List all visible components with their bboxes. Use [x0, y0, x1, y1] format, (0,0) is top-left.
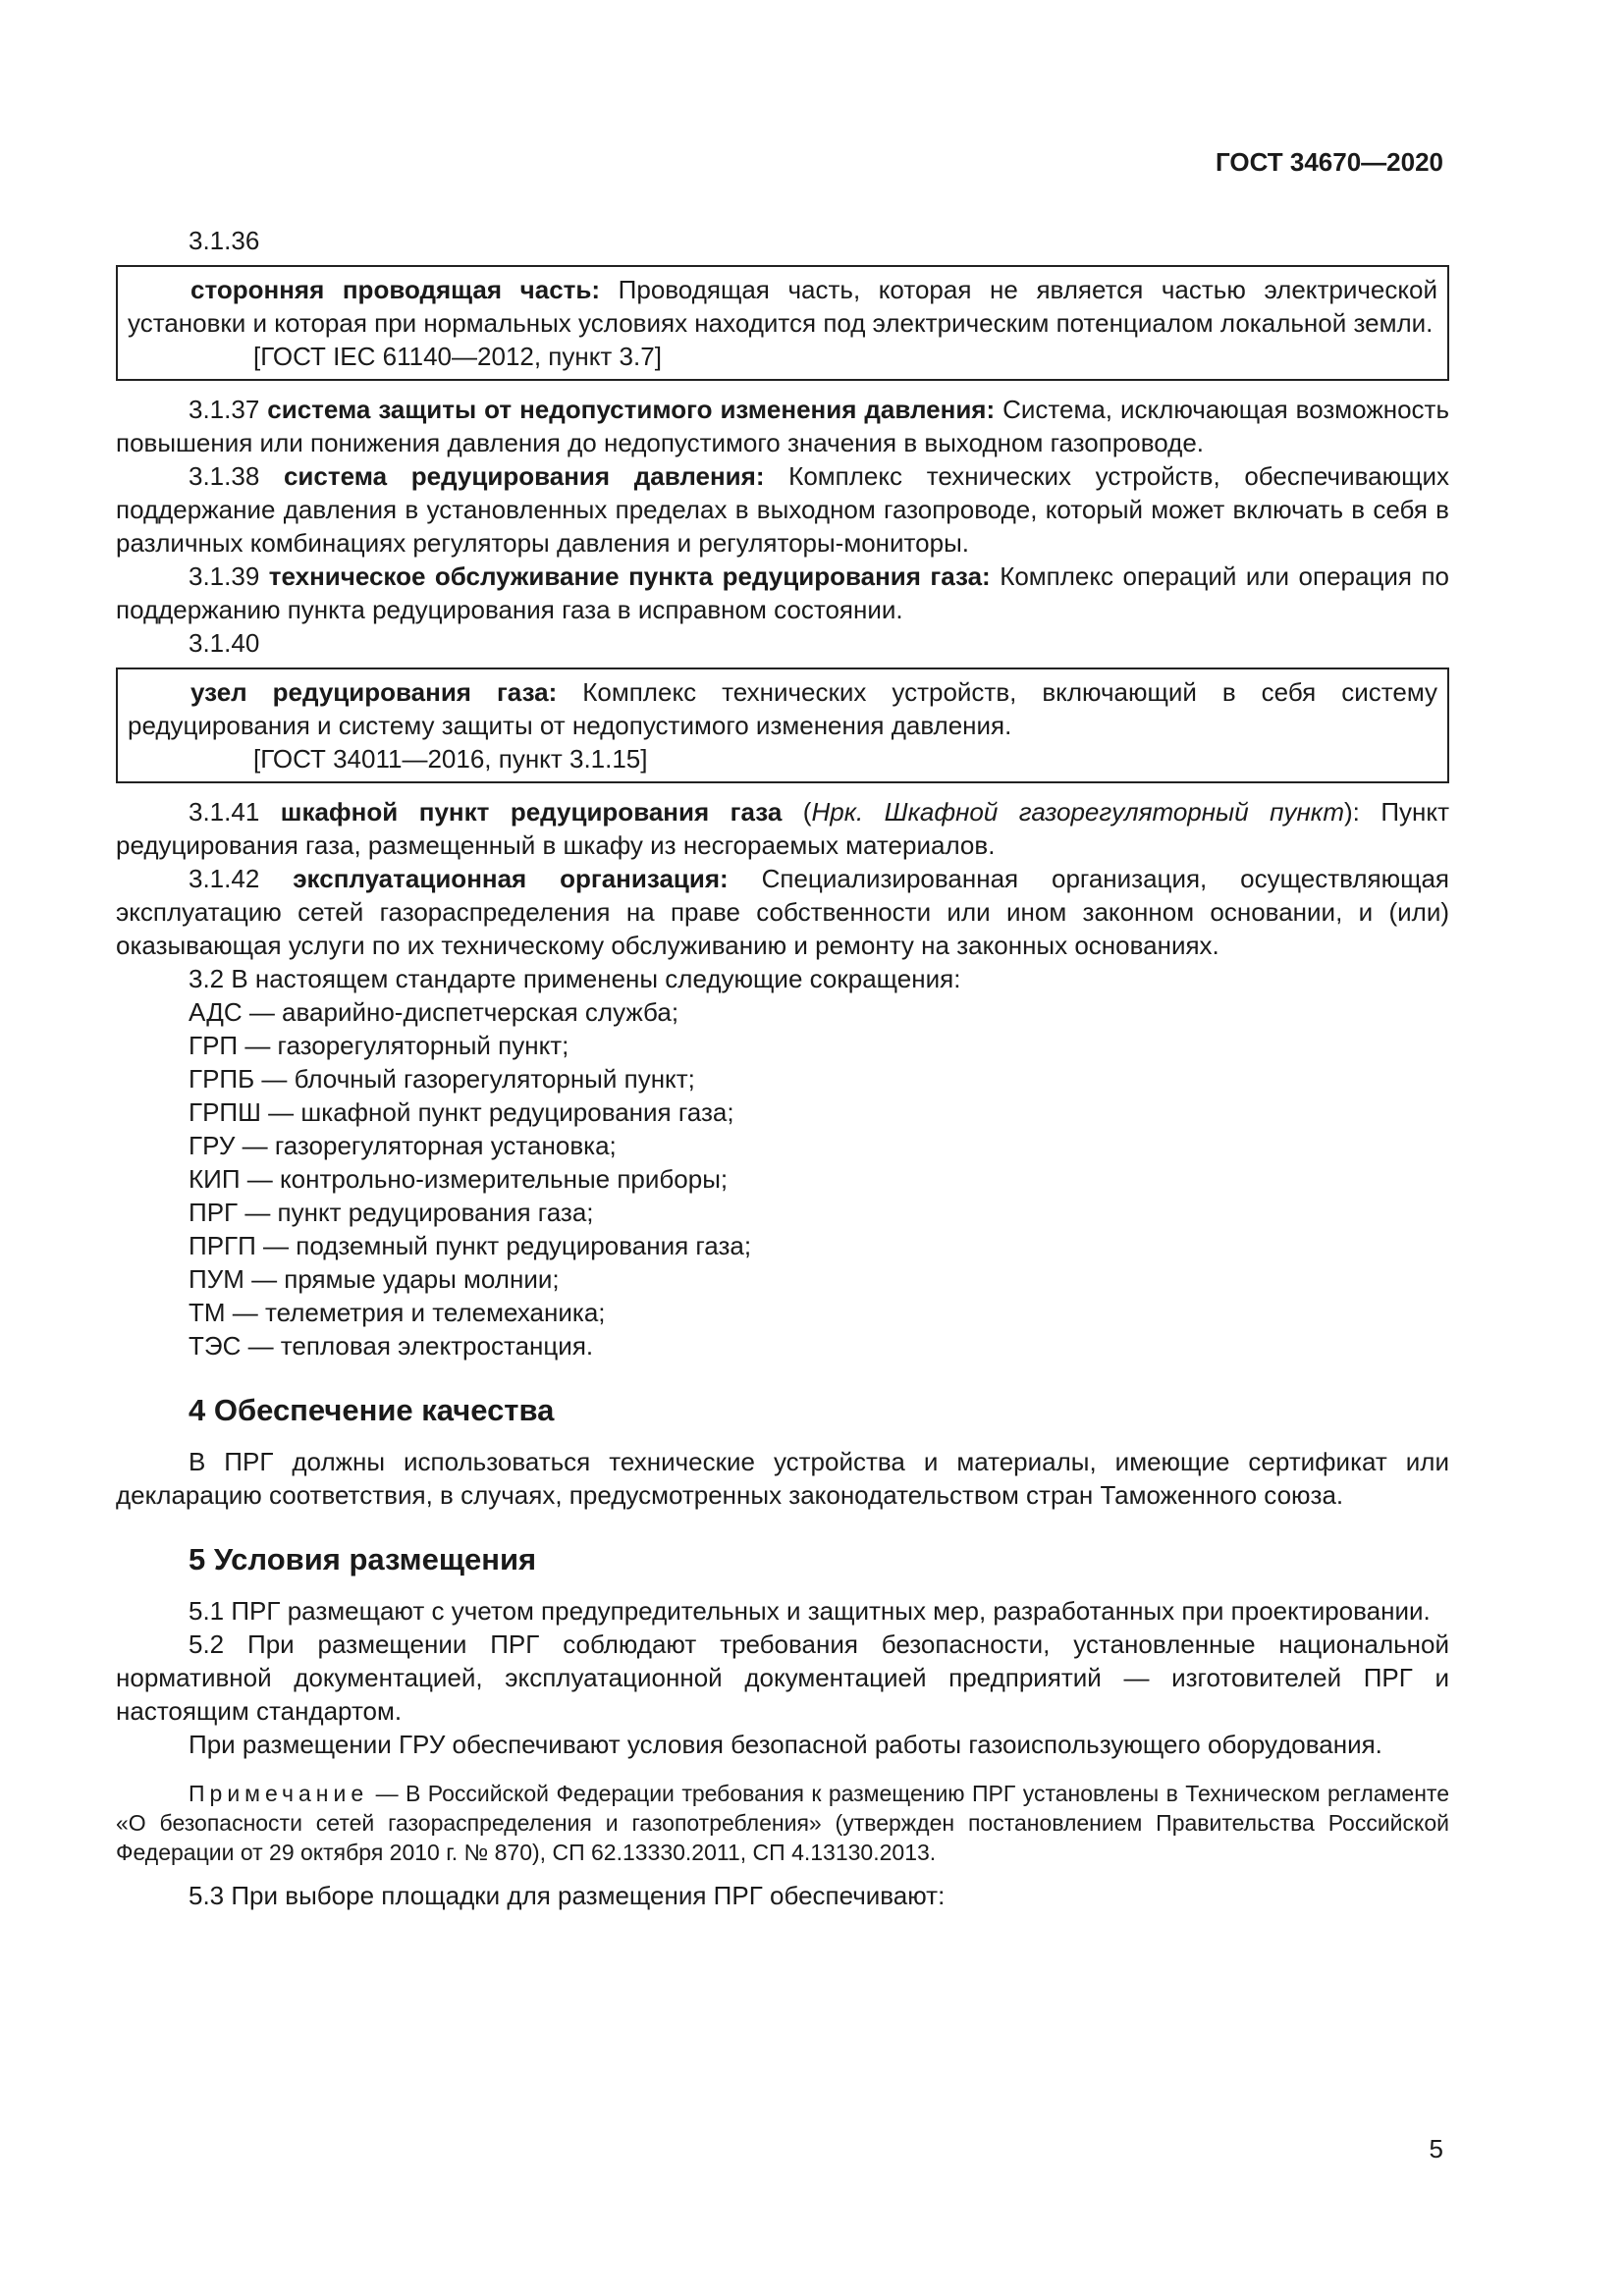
term-title: сторонняя проводящая часть:: [190, 275, 601, 304]
paragraph-5-2-gru: При размещении ГРУ обеспечивают условия безопасной работы газоиспользующего оборудования.: [189, 1730, 1382, 1759]
term-title: система защиты от недопустимого изменения давления:: [267, 395, 996, 424]
abbreviation-item: ПРГП — подземный пункт редуцирования газа;: [189, 1231, 752, 1260]
term-title: система редуцирования давления:: [283, 461, 765, 491]
term-number-3-1-36: 3.1.36: [189, 226, 260, 255]
quoted-definition-box-3-1-40: [116, 667, 1449, 783]
abbreviation-item: ГРП — газорегуляторный пункт;: [189, 1031, 569, 1060]
document-header: ГОСТ 34670—2020: [1216, 147, 1443, 177]
abbreviations-list: [116, 995, 1449, 1362]
term-text: ): Пункт редуцирования газа, размещенный в шкафу из несгораемых материалов.: [116, 797, 1449, 860]
definition-3-1-42: [116, 862, 1449, 962]
definition-source: [ГОСТ IEC 61140—2012, пункт 3.7]: [253, 342, 662, 371]
term-text: Специализированная организация, осуществляющая эксплуатацию сетей газораспределения на праве собственности или ином законном основании, и (или) оказывающая услуги по их техническому обслуживанию и ремонту на законных основаниях.: [116, 864, 1450, 960]
section-4-title: 4 Обеспечение качества: [189, 1393, 555, 1427]
abbreviation-item: ТЭС — тепловая электростанция.: [189, 1331, 594, 1361]
paragraph-5-3: 5.3 При выборе площадки для размещения ПРГ обеспечивают:: [189, 1881, 946, 1910]
section-5-title: 5 Условия размещения: [189, 1542, 537, 1576]
document-body: [116, 224, 1449, 1912]
quoted-definition-box-3-1-36: [116, 265, 1449, 381]
term-number: 3.1.38: [189, 461, 284, 491]
note-label: Примечание: [189, 1781, 369, 1806]
term-text: (: [782, 797, 812, 827]
non-recommended-term: Нрк. Шкафной газорегуляторный пункт: [811, 797, 1344, 827]
note: [116, 1779, 1449, 1867]
abbreviations-intro: 3.2 В настоящем стандарте применены следующие сокращения:: [189, 964, 961, 993]
abbreviation-item: ГРУ — газорегуляторная установка;: [189, 1131, 617, 1160]
term-number: 3.1.39: [189, 561, 269, 591]
abbreviation-item: ГРПШ — шкафной пункт редуцирования газа;: [189, 1097, 734, 1127]
paragraph-5-2: 5.2 При размещении ПРГ соблюдают требования безопасности, установленные национальной нормативной документацией, эксплуатационной документацией предприятий — изготовителей ПРГ и настоящим стандартом.: [116, 1629, 1449, 1726]
abbreviation-item: ПРГ — пункт редуцирования газа;: [189, 1198, 594, 1227]
term-title: техническое обслуживание пункта редуцирования газа:: [268, 561, 991, 591]
abbreviation-item: ТМ — телеметрия и телемеханика;: [189, 1298, 606, 1327]
term-text: Комплекс технических устройств, обеспечивающих поддержание давления в установленных пределах в выходном газопроводе, который может включать в себя в различных комбинациях регуляторы давления и регуляторы-мониторы.: [116, 461, 1450, 558]
term-number: 3.1.41: [189, 797, 281, 827]
definition-3-1-40: [128, 675, 1437, 742]
definition-3-1-41: [116, 795, 1449, 862]
term-text: Система, исключающая возможность повышения или понижения давления до недопустимого значения в выходном газопроводе.: [116, 395, 1449, 457]
term-text: Комплекс операций или операция по поддержанию пункта редуцирования газа в исправном состоянии.: [116, 561, 1449, 624]
definition-source: [ГОСТ 34011—2016, пункт 3.1.15]: [253, 744, 648, 774]
abbreviation-item: АДС — аварийно-диспетчерская служба;: [189, 997, 679, 1027]
term-title: шкафной пункт редуцирования газа: [280, 797, 783, 827]
abbreviation-item: ГРПБ — блочный газорегуляторный пункт;: [189, 1064, 695, 1094]
term-text: Проводящая часть, которая не является частью электрической установки и которая при нормальных условиях находится под электрическим потенциалом локальной земли.: [128, 275, 1437, 338]
section-4-text: В ПРГ должны использоваться технические устройства и материалы, имеющие сертификат или декларацию соответствия, в случаях, предусмотренных законодательством стран Таможенного союза.: [116, 1447, 1449, 1510]
term-text: Комплекс технических устройств, включающий в себя систему редуцирования и систему защиты от недопустимого изменения давления.: [128, 677, 1437, 740]
term-title: эксплуатационная организация:: [293, 864, 729, 893]
term-title: узел редуцирования газа:: [190, 677, 558, 707]
page-number: 5: [1429, 2134, 1443, 2163]
note-text: — В Российской Федерации требования к размещению ПРГ установлены в Техническом регламенте «О безопасности сетей газораспределения и газопотребления» (утвержден постановлением Правительства Российской Федерации от 29 октября 2010 г. № 870), СП 62.13330.2011, СП 4.13130.2013.: [116, 1781, 1449, 1865]
definition-3-1-39: [116, 560, 1449, 626]
abbreviation-item: КИП — контрольно-измерительные приборы;: [189, 1164, 729, 1194]
definition-3-1-36: [128, 273, 1437, 340]
term-number-3-1-40: 3.1.40: [189, 628, 260, 658]
definition-3-1-38: [116, 459, 1449, 560]
paragraph-5-1: 5.1 ПРГ размещают с учетом предупредительных и защитных мер, разработанных при проектировании.: [189, 1596, 1431, 1626]
term-number: 3.1.37: [189, 395, 268, 424]
abbreviation-item: ПУМ — прямые удары молнии;: [189, 1264, 560, 1294]
term-number: 3.1.42: [189, 864, 294, 893]
definition-3-1-37: [116, 393, 1449, 459]
